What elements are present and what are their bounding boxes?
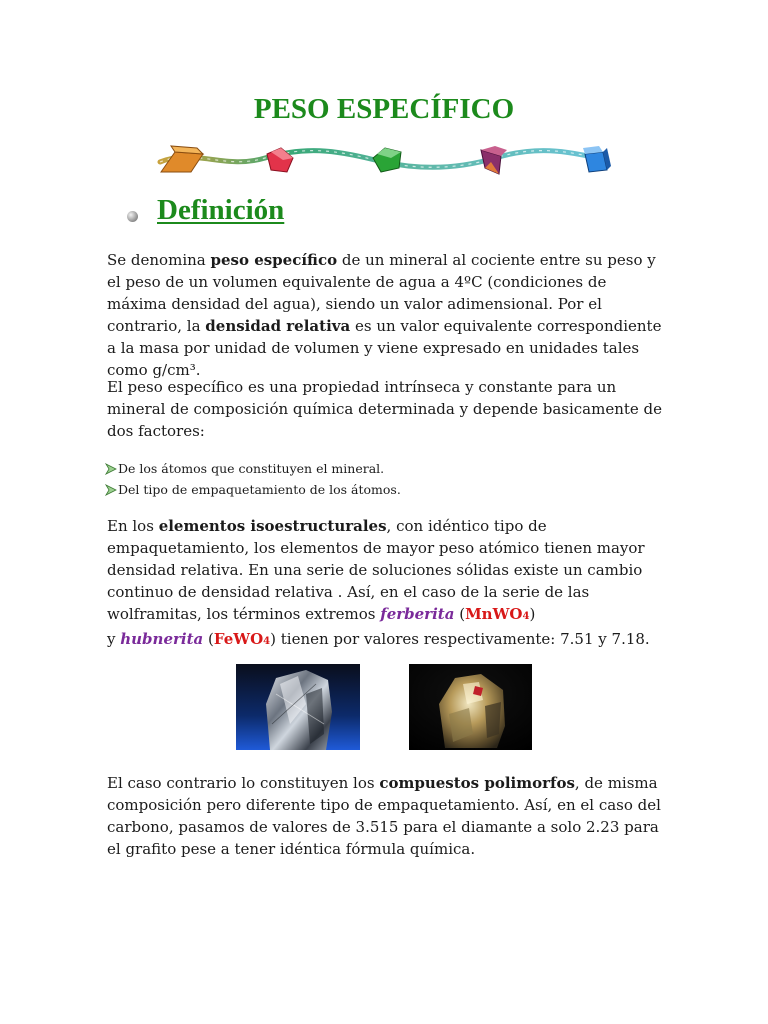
- green-crystal-icon: [373, 148, 401, 172]
- list-item: [105, 458, 665, 479]
- section-heading: Definición: [157, 194, 285, 226]
- hubnerita-mineral-photo: [409, 664, 532, 750]
- list-item: [105, 479, 665, 500]
- polymorph-paragraph: [107, 772, 667, 860]
- mineral-name-ferberita: ferberita: [380, 605, 455, 623]
- bold-term: densidad relativa: [205, 317, 351, 335]
- formula-mnwo4: [465, 605, 529, 623]
- bullet-icon: [127, 211, 138, 222]
- page-title: PESO ESPECÍFICO: [253, 93, 515, 125]
- text-run: Se denomina: [107, 251, 211, 269]
- text-run: El caso contrario lo constituyen los: [107, 774, 380, 792]
- text-run: (: [454, 605, 466, 623]
- factors-list: [105, 458, 665, 500]
- arrow-bullet-icon: [105, 463, 117, 475]
- bold-term: peso específico: [210, 251, 338, 269]
- ferberita-mineral-photo: [236, 664, 360, 750]
- formula-text: FeWO: [213, 630, 264, 648]
- list-item-text: De los átomos que constituyen el mineral.: [118, 461, 385, 476]
- formula-subscript: 4: [263, 636, 271, 647]
- formula-fewo4: [214, 630, 270, 648]
- purple-crystal-icon: [481, 146, 507, 174]
- text-run: y: [107, 630, 121, 648]
- text-run: (: [203, 630, 214, 648]
- bold-term: elementos isoestructurales: [158, 517, 387, 535]
- formula-text: MnWO: [465, 605, 523, 623]
- text-run: , de misma composición pero diferente tipo de empaquetamiento. Así, en el caso del carbono, pasamos de valores de 3.515 para el diamante a solo 2.23 para el grafito pese a tener idéntica fórmula química.: [107, 774, 661, 858]
- arrow-bullet-icon: [105, 484, 117, 496]
- text-run: ): [529, 605, 536, 623]
- intrinsic-property-paragraph: El peso específico es una propiedad intrínseca y constante para un mineral de composición química determinada y depende basicamente de dos factores:: [107, 378, 663, 440]
- text-run: , con idéntico tipo de empaquetamiento, los elementos de mayor peso atómico tienen mayor densidad relativa. En una serie de soluciones sólidas existe un cambio continuo de densidad relativa . Así, en el caso de la serie de las wolframitas, los términos extremos: [107, 517, 645, 623]
- definition-paragraph: [107, 249, 667, 381]
- mineral-name-hubnerita: hubnerita: [120, 630, 204, 648]
- bold-term: compuestos polimorfos: [379, 774, 575, 792]
- text-run: En los: [107, 517, 159, 535]
- blue-crystal-icon: [583, 146, 611, 172]
- formula-subscript: 4: [522, 611, 530, 622]
- text-run: ) tienen por valores respectivamente: 7.51 y 7.18.: [270, 630, 650, 648]
- list-item-text: Del tipo de empaquetamiento de los átomos.: [118, 482, 401, 497]
- text-run: es un valor equivalente correspondiente a la masa por unidad de volumen y viene expresado en unidades tales como g/cm³.: [107, 317, 662, 379]
- decorative-crystal-divider: [155, 140, 615, 180]
- text-run: de un mineral al cociente entre su peso y el peso de un volumen equivalente de agua a 4ºC (condiciones de máxima densidad del agua), siendo un valor adimensional. Por el contrario, la: [107, 251, 656, 335]
- isostructural-paragraph: [107, 515, 667, 653]
